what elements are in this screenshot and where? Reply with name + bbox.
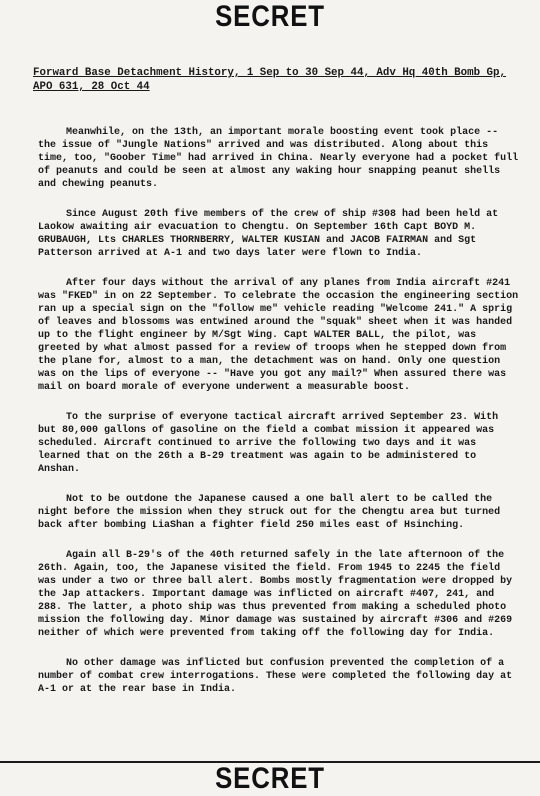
document-header xyxy=(33,66,523,94)
secret-stamp-bottom: SECRET xyxy=(215,762,325,795)
paragraph: Not to be outdone the Japanese caused a one ball alert to be called the night before the mission when they struck out for the Chengtu area but turned back after bombing LiaShan a fighter field 250 miles east of Hsinching. xyxy=(38,494,501,531)
header-line-2: APO 631, 28 Oct 44 xyxy=(33,81,150,93)
paragraph: Since August 20th five members of the crew of ship #308 had been held at Laokow awaiting air evacuation to Chengtu. On September 16th Capt BOYD M. GRUBAUGH, Lts CHARLES THORNBERRY, WALTER KUSIAN and JACOB FAIRMAN and Sgt Patterson arrived at A-1 and two days later were flown to India. xyxy=(38,209,499,259)
secret-stamp-top: SECRET xyxy=(215,0,325,33)
document-body xyxy=(38,126,520,713)
paragraph: No other damage was inflicted but confusion prevented the completion of a number of combat crew interrogations. These were completed the following day at A-1 or at the rear base in India. xyxy=(38,658,513,695)
header-line-1: Forward Base Detachment History, 1 Sep to 30 Sep 44, Adv Hq 40th Bomb Gp, xyxy=(33,67,506,79)
paragraph: After four days without the arrival of any planes from India aircraft #241 was "FKED" in on 22 September. To celebrate the occasion the engineering section ran up a special sign on the "follow me" vehicle reading "Welcome 241." A sprig of leaves and blossoms was entwined around the "squak" sheet when it was handed up to the flight engineer by M/Sgt Wing. Capt WALTER BALL, the pilot, was greeted by what almost passed for a review of troops when he stepped down from the plane for, almost to a man, the detachment was on hand. Only one question was on the lips of everyone -- "Have you got any mail?" When assured there was mail on board morale of everyone underwent a measurable boost. xyxy=(38,278,519,393)
paragraph: Meanwhile, on the 13th, an important morale boosting event took place -- the issue of "Jungle Nations" arrived and was distributed. Along about this time, too, "Goober Time" had arrived in China. Nearly everyone had a pocket full of peanuts and could be seen at almost any waking hour snapping peanut shells and chewing peanuts. xyxy=(38,127,519,190)
paragraph: Again all B-29's of the 40th returned safely in the late afternoon of the 26th. Again, too, the Japanese visited the field. From 1945 to 2245 the field was under a two or three ball alert. Bombs mostly fragmentation were dropped by the Jap attackers. Important damage was inflicted on aircraft #407, 241, and 288. The latter, a photo ship was thus prevented from making a scheduled photo mission the following day. Minor damage was sustained by aircraft #306 and #269 neither of which were prevented from taking off the following day for India. xyxy=(38,550,513,639)
paragraph: To the surprise of everyone tactical aircraft arrived September 23. With but 80,000 gallons of gasoline on the field a combat mission it appeared was scheduled. Aircraft continued to arrive the following two days and it was learned that on the 26th a B-29 treatment was again to be administered to Anshan. xyxy=(38,412,499,475)
